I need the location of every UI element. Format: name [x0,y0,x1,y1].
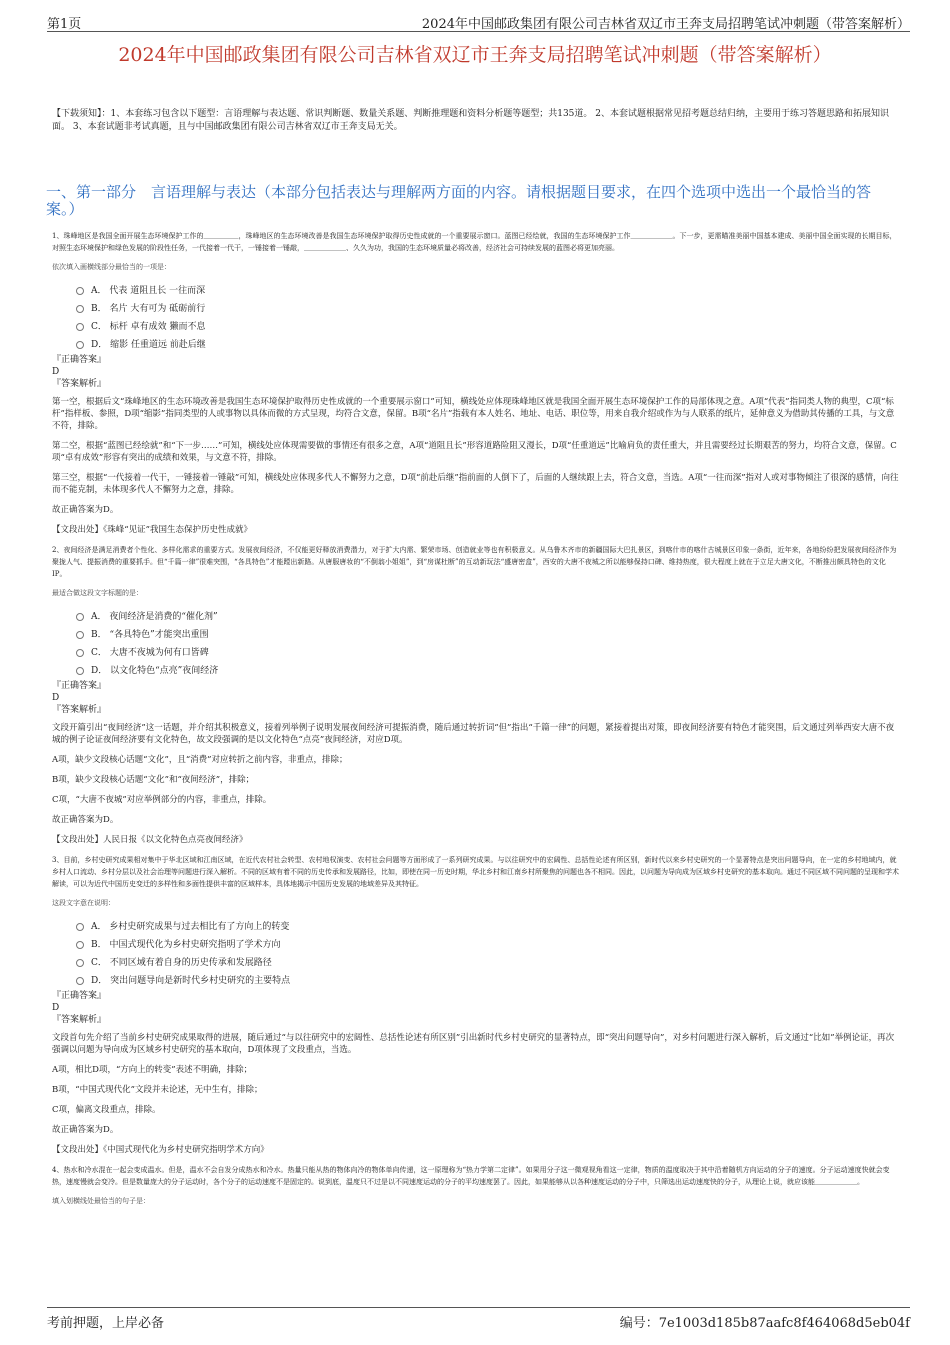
analysis-paragraph: A项，相比D项，“方向上的转变”表述不明确，排除； [52,1065,253,1075]
question-list [52,230,900,1156]
analysis-paragraph: 故正确答案为D。 [52,1125,119,1135]
option-item[interactable] [76,972,900,990]
question-stem: 3、目前，乡村史研究成果相对集中于华北区域和江南区域，在近代农村社会转型、农村地权演变、农村社会问题等方面形成了一系列研究成果。与以往研究中的宏阔性、总括性论述有所区别，新时代以来乡村史研究的一个显著特点是突出问题导向，在一定的乡村地域内，就乡村人口流动、乡村分层以及社会治理等问题进行深入解析。不同的区域有着不同的历史传承和发展路径，比如，即使在同一历史时期，华北乡村和江南乡村所聚焦的问题也各不相同。因此，以问题为导向成为区域乡村史研究的基本取向。通过不同区域不同问题的呈现和学术解读，可以为近代中国历史变迁的多样性和多面性提供丰富的区域样本，具体地揭示中国历史发展的地域差异及其特征。 [52,856,899,888]
answer-value: D [52,1003,60,1013]
question-ask: 最适合做这段文字标题的是： [52,589,143,597]
question-4 [52,1164,900,1206]
answer-label: 『正确答案』 [52,681,107,691]
radio-circle-icon[interactable] [76,923,84,931]
document-title: 2024年中国邮政集团有限公司吉林省双辽市王奔支局招聘笔试冲刺题（带答案解析） [118,44,832,66]
download-notice: 【下载须知】：1、本套练习包含以下题型：言语理解与表达题、常识判断题、数量关系题、判断推理题和资料分析题等题型；共135道。 2、本套试题根据常见招考题总结归纳，主要用于练习答题思路和拓展知识面。 3、本套试题非考试真题，且与中国邮政集团有限公司吉林省双辽市王奔支局无关。 [52,109,889,132]
analysis-label: 『答案解析』 [52,705,107,715]
option-item[interactable] [76,282,900,300]
option-label: B． “各具特色”才能突出重围 [91,630,209,640]
option-list [76,918,900,990]
answer-label: 『正确答案』 [52,991,107,1001]
question-stem: 2、夜间经济是满足消费者个性化、多样化需求的重要方式。发展夜间经济，不仅能更好释放消费潜力，对于扩大内需、繁荣市场、创造就业等也有积极意义。从乌鲁木齐市的新疆国际大巴扎景区，到喀什市的喀什古城景区印象一条街，近年来，各地纷纷把发展夜间经济作为聚拢人气、提振消费的重要抓手。但“千篇一律”很难突围，“各具特色”才能蹚出新路。从唐服唐妆的“不倒翁小姐姐”，到“房谋杜断”的互动新玩法“盛唐密盒”，西安的大唐不夜城之所以能够保持口碑、维持热度，很大程度上就在于立足大唐文化，不断推出颇具特色的文化IP。 [52,546,897,578]
radio-circle-icon[interactable] [76,941,84,949]
analysis-paragraph: 第一空，根据后文“珠峰地区的生态环境改善是我国生态环境保护取得历史性成就的一个重要展示窗口”可知，横线处应体现珠峰地区就是我国全面开展生态环境保护工作的局部体现之意。A项“代表”指同类人物的典型，C项“标杆”指样板、参照，D项“缩影”指同类型的人或事物以具体而微的方式呈现，均符合文意，保留。B项“名片”指载有本人姓名、地址、电话、职位等，用来自我介绍或作为与人联系的纸片，延伸意义为借助其传播的工具，与文意不符，排除。 [52,397,895,431]
analysis-paragraph: B项，缺少文段核心话题“文化”和“夜间经济”，排除； [52,775,255,785]
option-item[interactable] [76,954,900,972]
option-item[interactable] [76,336,900,354]
analysis-label: 『答案解析』 [52,379,107,389]
header-rule [47,31,910,32]
analysis-paragraph: A项，缺少文段核心话题“文化”，且“消费”对应转折之前内容，非重点，排除； [52,755,348,765]
option-item[interactable] [76,626,900,644]
page-number: 第1页 [47,17,82,32]
option-label: B． 中国式现代化为乡村史研究指明了学术方向 [91,940,281,950]
analysis-paragraph: 故正确答案为D。 [52,815,119,825]
radio-circle-icon[interactable] [76,649,84,657]
option-item[interactable] [76,936,900,954]
answer-label: 『正确答案』 [52,355,107,365]
option-label: D． 突出问题导向是新时代乡村史研究的主要特点 [91,976,291,986]
analysis-paragraph: 文段开篇引出“夜间经济”这一话题，并介绍其积极意义，接着列举例子说明发展夜间经济可提振消费，随后通过转折词“但”指出“千篇一律”的问题，紧接着提出对策，即夜间经济要有特色才能突围，后文通过列举西安大唐不夜城的例子论证夜间经济要有文化特色，故文段强调的是以文化特色“点亮”夜间经济，对应D项。 [52,723,895,745]
radio-circle-icon[interactable] [76,613,84,621]
analysis-label: 『答案解析』 [52,1015,107,1025]
option-item[interactable] [76,318,900,336]
radio-circle-icon[interactable] [76,977,84,985]
question-stem: 4、热水和冷水混在一起会变成温水。但是，温水不会自发分成热水和冷水。热量只能从热的物体向冷的物体单向传递，这一原理称为“热力学第二定律”。如果用分子这一微观视角看这一定律，物质的温度取决于其中沿着随机方向运动的分子的速度。分子运动速度快就会变热，速度慢就会变冷。但是数量庞大的分子运动时，各个分子的运动速度不是固定的。说到底，温度只不过是以不同速度运动的分子的平均速度罢了。因此，如果能够从以各种速度运动的分子中，只筛选出运动速度快的分子，从理论上说，就应该能＿＿＿＿＿＿。 [52,1166,890,1186]
option-item[interactable] [76,644,900,662]
option-list [76,608,900,680]
question-stem: 1、珠峰地区是我国全面开展生态环境保护工作的＿＿＿＿＿，珠峰地区的生态环境改善是我国生态环境保护取得历史性成就的一个重要展示窗口。蓝图已经绘就，我国的生态环境保护工作＿＿＿＿＿＿。下一步，更需瞄准美丽中国基本建成、美丽中国全面实现的长期目标，对照生态环境保护和绿色发展的阶段性任务，一代接着一代干，一锤接着一锤敲，＿＿＿＿＿＿、久久为功，我国的生态环境质量必将改善，经济社会可持续发展的蓝图必将更加亮丽。 [52,232,897,252]
radio-circle-icon[interactable] [76,631,84,639]
analysis-paragraph: 故正确答案为D。 [52,505,119,515]
question-2 [52,544,900,846]
option-item[interactable] [76,918,900,936]
radio-circle-icon[interactable] [76,287,84,295]
radio-circle-icon[interactable] [76,959,84,967]
analysis-paragraph: C项，偏离文段重点，排除。 [52,1105,161,1115]
answer-value: D [52,367,60,377]
option-label: D． 缩影 任重道远 前赴后继 [91,340,206,350]
page-header [0,0,950,30]
analysis-paragraph: 【文段出处】《珠峰“见证”我国生态保护历史性成就》 [52,525,252,535]
header-doc-title: 2024年中国邮政集团有限公司吉林省双辽市王奔支局招聘笔试冲刺题（带答案解析） [421,17,910,32]
answer-value: D [52,693,60,703]
question-3 [52,854,900,1156]
question-ask: 依次填入画横线部分最恰当的一项是： [52,263,171,271]
option-label: C． 大唐不夜城为何有口皆碑 [91,648,209,658]
option-label: C． 不同区域有着自身的历史传承和发展路径 [91,958,272,968]
option-item[interactable] [76,608,900,626]
analysis-paragraph: 第二空，根据“蓝图已经绘就”和“下一步……”可知，横线处应体现需要做的事情还有很多之意，A项“道阻且长”形容道路险阻又漫长，D项“任重道远”比喻肩负的责任重大，并且需要经过长期艰苦的努力，均符合文意，保留。C项“卓有成效”形容有突出的成绩和效果，与文意不符，排除。 [52,441,897,463]
footer-rule [47,1307,910,1308]
analysis-paragraph: 文段首句先介绍了当前乡村史研究成果取得的进展，随后通过“与以往研究中的宏阔性、总括性论述有所区别”引出新时代乡村史研究的显著特点，即“突出问题导向”，对乡村问题进行深入解析，后文通过“比如”举例论证，再次强调以问题为导向成为区域乡村史研究的基本取向，D项体现了文段重点，当选。 [52,1033,895,1055]
question-ask: 这段文字意在说明： [52,899,115,907]
footer-slogan: 考前押题，上岸必备 [47,1316,165,1331]
option-label: D． 以文化特色“点亮”夜间经济 [91,666,219,676]
option-label: A． 乡村史研究成果与过去相比有了方向上的转变 [91,922,290,932]
footer-serial: 编号：7e1003d185b87aafc8f464068d5eb04f [619,1316,910,1331]
option-list [76,282,900,354]
radio-circle-icon[interactable] [76,667,84,675]
option-label: A． 夜间经济是消费的“催化剂” [91,612,218,622]
document-body [46,108,900,1216]
analysis-paragraph: 【文段出处】人民日报《以文化特色点亮夜间经济》 [52,835,248,845]
question-ask: 填入划横线处最恰当的句子是： [52,1197,150,1205]
option-label: B． 名片 大有可为 砥砺前行 [91,304,206,314]
analysis-paragraph: C项，“大唐不夜城”对应举例部分的内容，非重点，排除。 [52,795,272,805]
radio-circle-icon[interactable] [76,341,84,349]
analysis-paragraph: B项，“中国式现代化”文段并未论述，无中生有，排除； [52,1085,263,1095]
analysis-paragraph: 第三空，根据“一代接着一代干，一锤接着一锤敲”可知，横线处应体现多代人不懈努力之意，D项“前赴后继”指前面的人倒下了，后面的人继续跟上去，符合文意，当选。A项“一往而深”指对人或对事物倾注了很深的感情，向往而不能克制，未体现多代人不懈努力之意，排除。 [52,473,899,495]
analysis-paragraph: 【文段出处】《中国式现代化为乡村史研究指明学术方向》 [52,1145,269,1155]
option-item[interactable] [76,300,900,318]
question-1 [52,230,900,536]
option-label: A． 代表 道阻且长 一往而深 [91,286,206,296]
section-heading: 一、第一部分 言语理解与表达（本部分包括表达与理解两方面的内容。请根据题目要求，在四个选项中选出一个最恰当的答案。） [46,183,872,218]
option-label: C． 标杆 卓有成效 獭而不息 [91,322,206,332]
option-item[interactable] [76,662,900,680]
radio-circle-icon[interactable] [76,323,84,331]
radio-circle-icon[interactable] [76,305,84,313]
